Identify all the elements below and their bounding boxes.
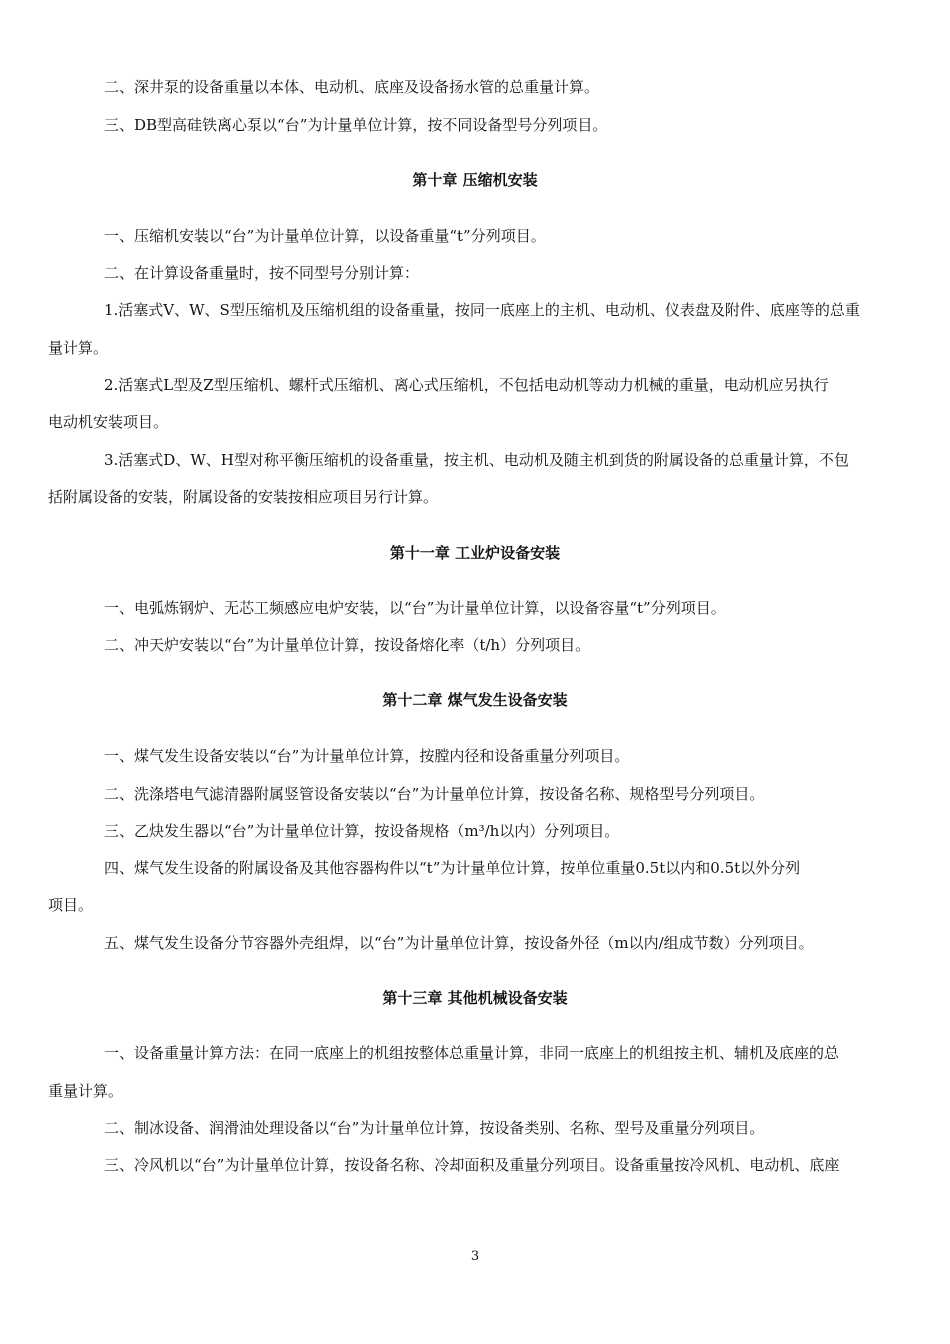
paragraph-line: 四、煤气发生设备的附属设备及其他容器构件以“t”为计量单位计算，按单位重量0.5t以内和0.5t以外分列 bbox=[104, 859, 801, 877]
paragraph-line: 一、设备重量计算方法：在同一底座上的机组按整体总重量计算，非同一底座上的机组按主机、辅机及底座的总 bbox=[104, 1044, 840, 1062]
paragraph-line: 五、煤气发生设备分节容器外壳组焊，以“台”为计量单位计算，按设备外径（m以内/组成节数）分列项目。 bbox=[104, 934, 814, 952]
paragraph-line: 括附属设备的安装，附属设备的安装按相应项目另行计算。 bbox=[48, 488, 439, 506]
paragraph-line: 二、冲天炉安装以“台”为计量单位计算，按设备熔化率（t/h）分列项目。 bbox=[104, 636, 591, 654]
paragraph-line: 二、在计算设备重量时，按不同型号分别计算： bbox=[104, 264, 420, 282]
paragraph-line: 三、乙炔发生器以“台”为计量单位计算，按设备规格（m³/h以内）分列项目。 bbox=[104, 822, 620, 840]
paragraph-line: 2.活塞式L型及Z型压缩机、螺杆式压缩机、离心式压缩机，不包括电动机等动力机械的重量，电动机应另执行 bbox=[104, 376, 829, 394]
paragraph-line: 一、煤气发生设备安装以“台”为计量单位计算，按膛内径和设备重量分列项目。 bbox=[104, 747, 630, 765]
paragraph-line: 3.活塞式D、W、H型对称平衡压缩机的设备重量，按主机、电动机及随主机到货的附属设备的总重量计算，不包 bbox=[104, 451, 849, 469]
paragraph-line: 1.活塞式V、W、S型压缩机及压缩机组的设备重量，按同一底座上的主机、电动机、仪表盘及附件、底座等的总重 bbox=[104, 301, 860, 319]
paragraph-line: 一、电弧炼钢炉、无芯工频感应电炉安装，以“台”为计量单位计算，以设备容量“t”分列项目。 bbox=[104, 599, 726, 617]
paragraph-line: 一、压缩机安装以“台”为计量单位计算，以设备重量“t”分列项目。 bbox=[104, 227, 546, 245]
chapter-heading-12: 第十二章 煤气发生设备安装 bbox=[382, 691, 568, 709]
paragraph-line: 量计算。 bbox=[48, 339, 109, 357]
paragraph-line: 二、制冰设备、润滑油处理设备以“台”为计量单位计算，按设备类别、名称、型号及重量分列项目。 bbox=[104, 1119, 765, 1137]
paragraph-line: 二、洗涤塔电气滤清器附属竖管设备安装以“台”为计量单位计算，按设备名称、规格型号分列项目。 bbox=[104, 785, 765, 803]
paragraph-line: 三、冷风机以“台”为计量单位计算，按设备名称、冷却面积及重量分列项目。设备重量按冷风机、电动机、底座 bbox=[104, 1156, 840, 1174]
page-number: 3 bbox=[470, 1249, 480, 1264]
chapter-heading-10: 第十章 压缩机安装 bbox=[412, 171, 538, 189]
paragraph-line: 二、深井泵的设备重量以本体、电动机、底座及设备扬水管的总重量计算。 bbox=[104, 78, 600, 96]
chapter-heading-13: 第十三章 其他机械设备安装 bbox=[382, 989, 568, 1007]
paragraph-line: 电动机安装项目。 bbox=[48, 413, 169, 431]
paragraph-line: 项目。 bbox=[48, 896, 94, 914]
paragraph-line: 三、DB型高硅铁离心泵以“台”为计量单位计算，按不同设备型号分列项目。 bbox=[104, 116, 608, 134]
chapter-heading-11: 第十一章 工业炉设备安装 bbox=[389, 544, 561, 562]
paragraph-line: 重量计算。 bbox=[48, 1082, 124, 1100]
